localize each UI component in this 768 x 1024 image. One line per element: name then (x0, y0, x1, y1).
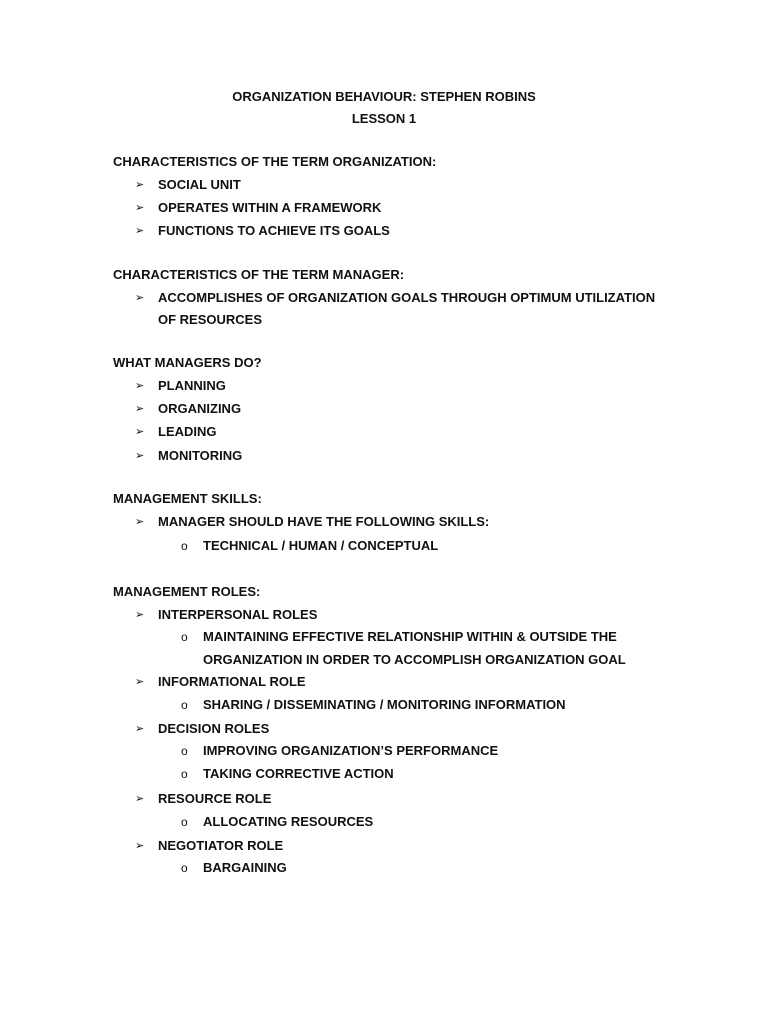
sub-list-item: MAINTAINING EFFECTIVE RELATIONSHIP WITHIN & OUTSIDE THE (203, 629, 617, 644)
arrow-bullet-icon: ➢ (135, 450, 145, 462)
sub-list-item: TAKING CORRECTIVE ACTION (203, 766, 394, 781)
list-item: OPERATES WITHIN A FRAMEWORK (158, 200, 382, 215)
list-item: FUNCTIONS TO ACHIEVE ITS GOALS (158, 223, 390, 238)
document-subtitle: LESSON 1 (351, 111, 417, 126)
circle-bullet-icon: o (181, 539, 188, 553)
circle-bullet-icon: o (181, 744, 188, 758)
list-item: SOCIAL UNIT (158, 177, 241, 192)
arrow-bullet-icon: ➢ (135, 225, 145, 237)
list-item: LEADING (158, 424, 217, 439)
circle-bullet-icon: o (181, 630, 188, 644)
arrow-bullet-icon: ➢ (135, 609, 145, 621)
circle-bullet-icon: o (181, 698, 188, 712)
list-item: INFORMATIONAL ROLE (158, 674, 306, 689)
list-item: MONITORING (158, 448, 243, 463)
document-title: ORGANIZATION BEHAVIOUR: STEPHEN ROBINS (232, 89, 536, 104)
list-item-continuation: OF RESOURCES (158, 312, 263, 327)
section-heading: WHAT MANAGERS DO? (113, 355, 262, 370)
arrow-bullet-icon: ➢ (135, 840, 145, 852)
arrow-bullet-icon: ➢ (135, 426, 145, 438)
arrow-bullet-icon: ➢ (135, 676, 145, 688)
circle-bullet-icon: o (181, 767, 188, 781)
arrow-bullet-icon: ➢ (135, 179, 145, 191)
sub-list-item: SHARING / DISSEMINATING / MONITORING INFORMATION (203, 697, 566, 712)
list-item: INTERPERSONAL ROLES (158, 607, 318, 622)
sub-list-item: BARGAINING (203, 860, 287, 875)
arrow-bullet-icon: ➢ (135, 292, 145, 304)
list-item: PLANNING (158, 378, 226, 393)
arrow-bullet-icon: ➢ (135, 403, 145, 415)
list-item: NEGOTIATOR ROLE (158, 838, 284, 853)
arrow-bullet-icon: ➢ (135, 723, 145, 735)
sub-list-item: TECHNICAL / HUMAN / CONCEPTUAL (203, 538, 439, 553)
arrow-bullet-icon: ➢ (135, 793, 145, 805)
arrow-bullet-icon: ➢ (135, 516, 145, 528)
list-item: RESOURCE ROLE (158, 791, 272, 806)
list-item: ACCOMPLISHES OF ORGANIZATION GOALS THROUGH OPTIMUM UTILIZATION (158, 290, 656, 305)
list-item: DECISION ROLES (158, 721, 270, 736)
section-heading: MANAGEMENT ROLES: (113, 584, 261, 599)
section-heading: MANAGEMENT SKILLS: (113, 491, 262, 506)
sub-list-item: IMPROVING ORGANIZATION’S PERFORMANCE (203, 743, 499, 758)
arrow-bullet-icon: ➢ (135, 380, 145, 392)
sub-list-item: ALLOCATING RESOURCES (203, 814, 374, 829)
sub-list-item-continuation: ORGANIZATION IN ORDER TO ACCOMPLISH ORGANIZATION GOAL (203, 652, 626, 667)
section-heading: CHARACTERISTICS OF THE TERM ORGANIZATION: (113, 154, 437, 169)
circle-bullet-icon: o (181, 815, 188, 829)
list-item: ORGANIZING (158, 401, 242, 416)
list-item: MANAGER SHOULD HAVE THE FOLLOWING SKILLS: (158, 514, 490, 529)
arrow-bullet-icon: ➢ (135, 202, 145, 214)
circle-bullet-icon: o (181, 861, 188, 875)
section-heading: CHARACTERISTICS OF THE TERM MANAGER: (113, 267, 405, 282)
